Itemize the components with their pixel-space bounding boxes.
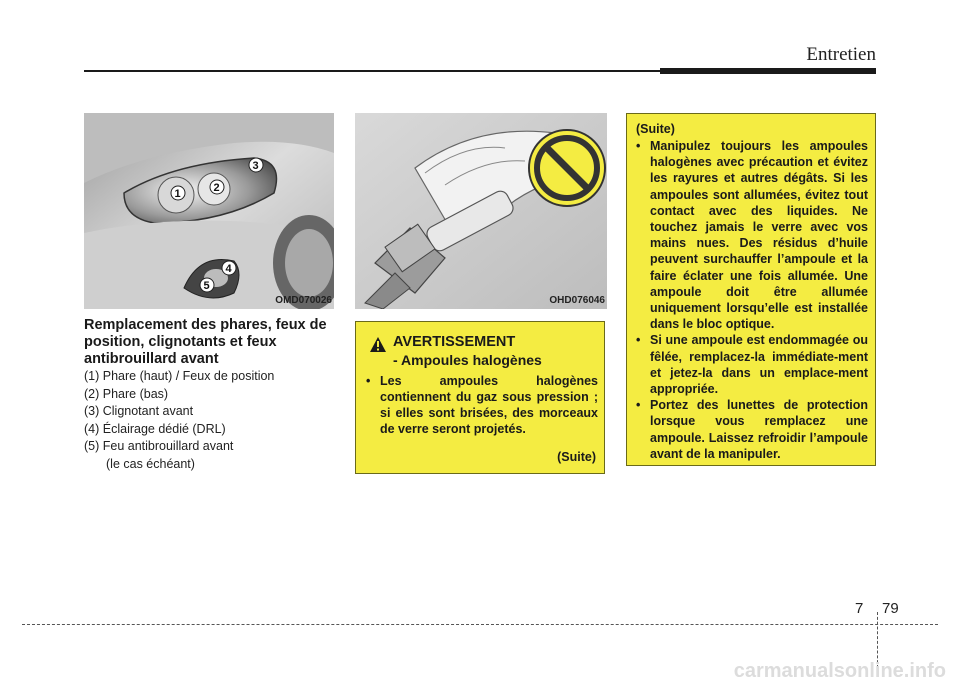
headlamp-illustration (84, 113, 334, 309)
header-title: Entretien (806, 44, 876, 65)
continued-list (636, 138, 868, 462)
continued-heading: (Suite) (636, 122, 675, 136)
page-number: 79 (882, 600, 899, 617)
footer-rule (22, 624, 938, 625)
figure-code: OMD070026 (275, 295, 332, 306)
bullet-icon: • (366, 374, 371, 388)
section-heading: Remplacement des phares, feux de position, clignotants et feux antibrouillard avant (84, 317, 327, 367)
list-item: • Manipulez toujours les ampoules halogènes avec précaution et évitez les rayures et autres dégâts. Si les ampoules sont allumées, évitez tout contact avec des liquides. Ne touchez jamais le verre avec vos mains nues. Des résidus d’huile peuvent surchauffer l’ampoule et la faire éclater une fois allumée. Une ampoule doit être allumée uniquement lorsqu’elle est installée dans le bloc optique. (636, 139, 868, 332)
warning-bullet: • Les ampoules halogènes contiennent du gaz sous pression ; si elles sont brisées, des morceaux de verre seront projetés. (366, 374, 598, 436)
callout-4: 4 (225, 263, 232, 275)
list-item-continuation: (le cas échéant) (106, 456, 195, 471)
warning-continued-box (626, 113, 876, 466)
list-item: • Portez des lunettes de protection lorsque vous remplacez une ampoule. Laissez refroidir l’ampoule avant de la manipuler. (636, 398, 868, 461)
callout-1: 1 (174, 188, 181, 200)
header-rule (84, 70, 664, 72)
parts-list (84, 368, 344, 474)
callout-2: 2 (213, 182, 220, 194)
bullet-icon: • (636, 398, 641, 413)
list-item: (2) Phare (bas) (84, 386, 169, 401)
bulb-illustration (355, 113, 607, 309)
header-rule-accent (660, 68, 876, 74)
bulb-handling-figure (355, 113, 607, 309)
warning-title: AVERTISSEMENT (393, 334, 516, 350)
list-item: • Si une ampoule est endommagée ou fêlée, remplacez-la immédiate-ment et jetez-la dans un emplace-ment appropriée. (636, 333, 868, 397)
warning-triangle-icon (370, 337, 386, 352)
warning-continued-label: (Suite) (557, 450, 596, 464)
callout-3: 3 (252, 160, 259, 172)
list-item: (5) Feu antibrouillard avant (84, 439, 234, 454)
headlamp-figure (84, 113, 334, 309)
chapter-number: 7 (855, 600, 864, 617)
bullet-icon: • (636, 139, 641, 153)
bullet-icon: • (636, 333, 641, 348)
list-item: (1) Phare (haut) / Feux de position (84, 369, 275, 383)
list-item: (3) Clignotant avant (84, 404, 194, 419)
watermark: carmanualsonline.info (733, 660, 946, 682)
figure-code: OHD076046 (549, 295, 605, 306)
callout-5: 5 (203, 280, 210, 292)
list-item: (4) Éclairage dédié (DRL) (84, 421, 226, 436)
warning-subtitle: - Ampoules halogènes (393, 352, 542, 368)
warning-box (355, 321, 605, 474)
